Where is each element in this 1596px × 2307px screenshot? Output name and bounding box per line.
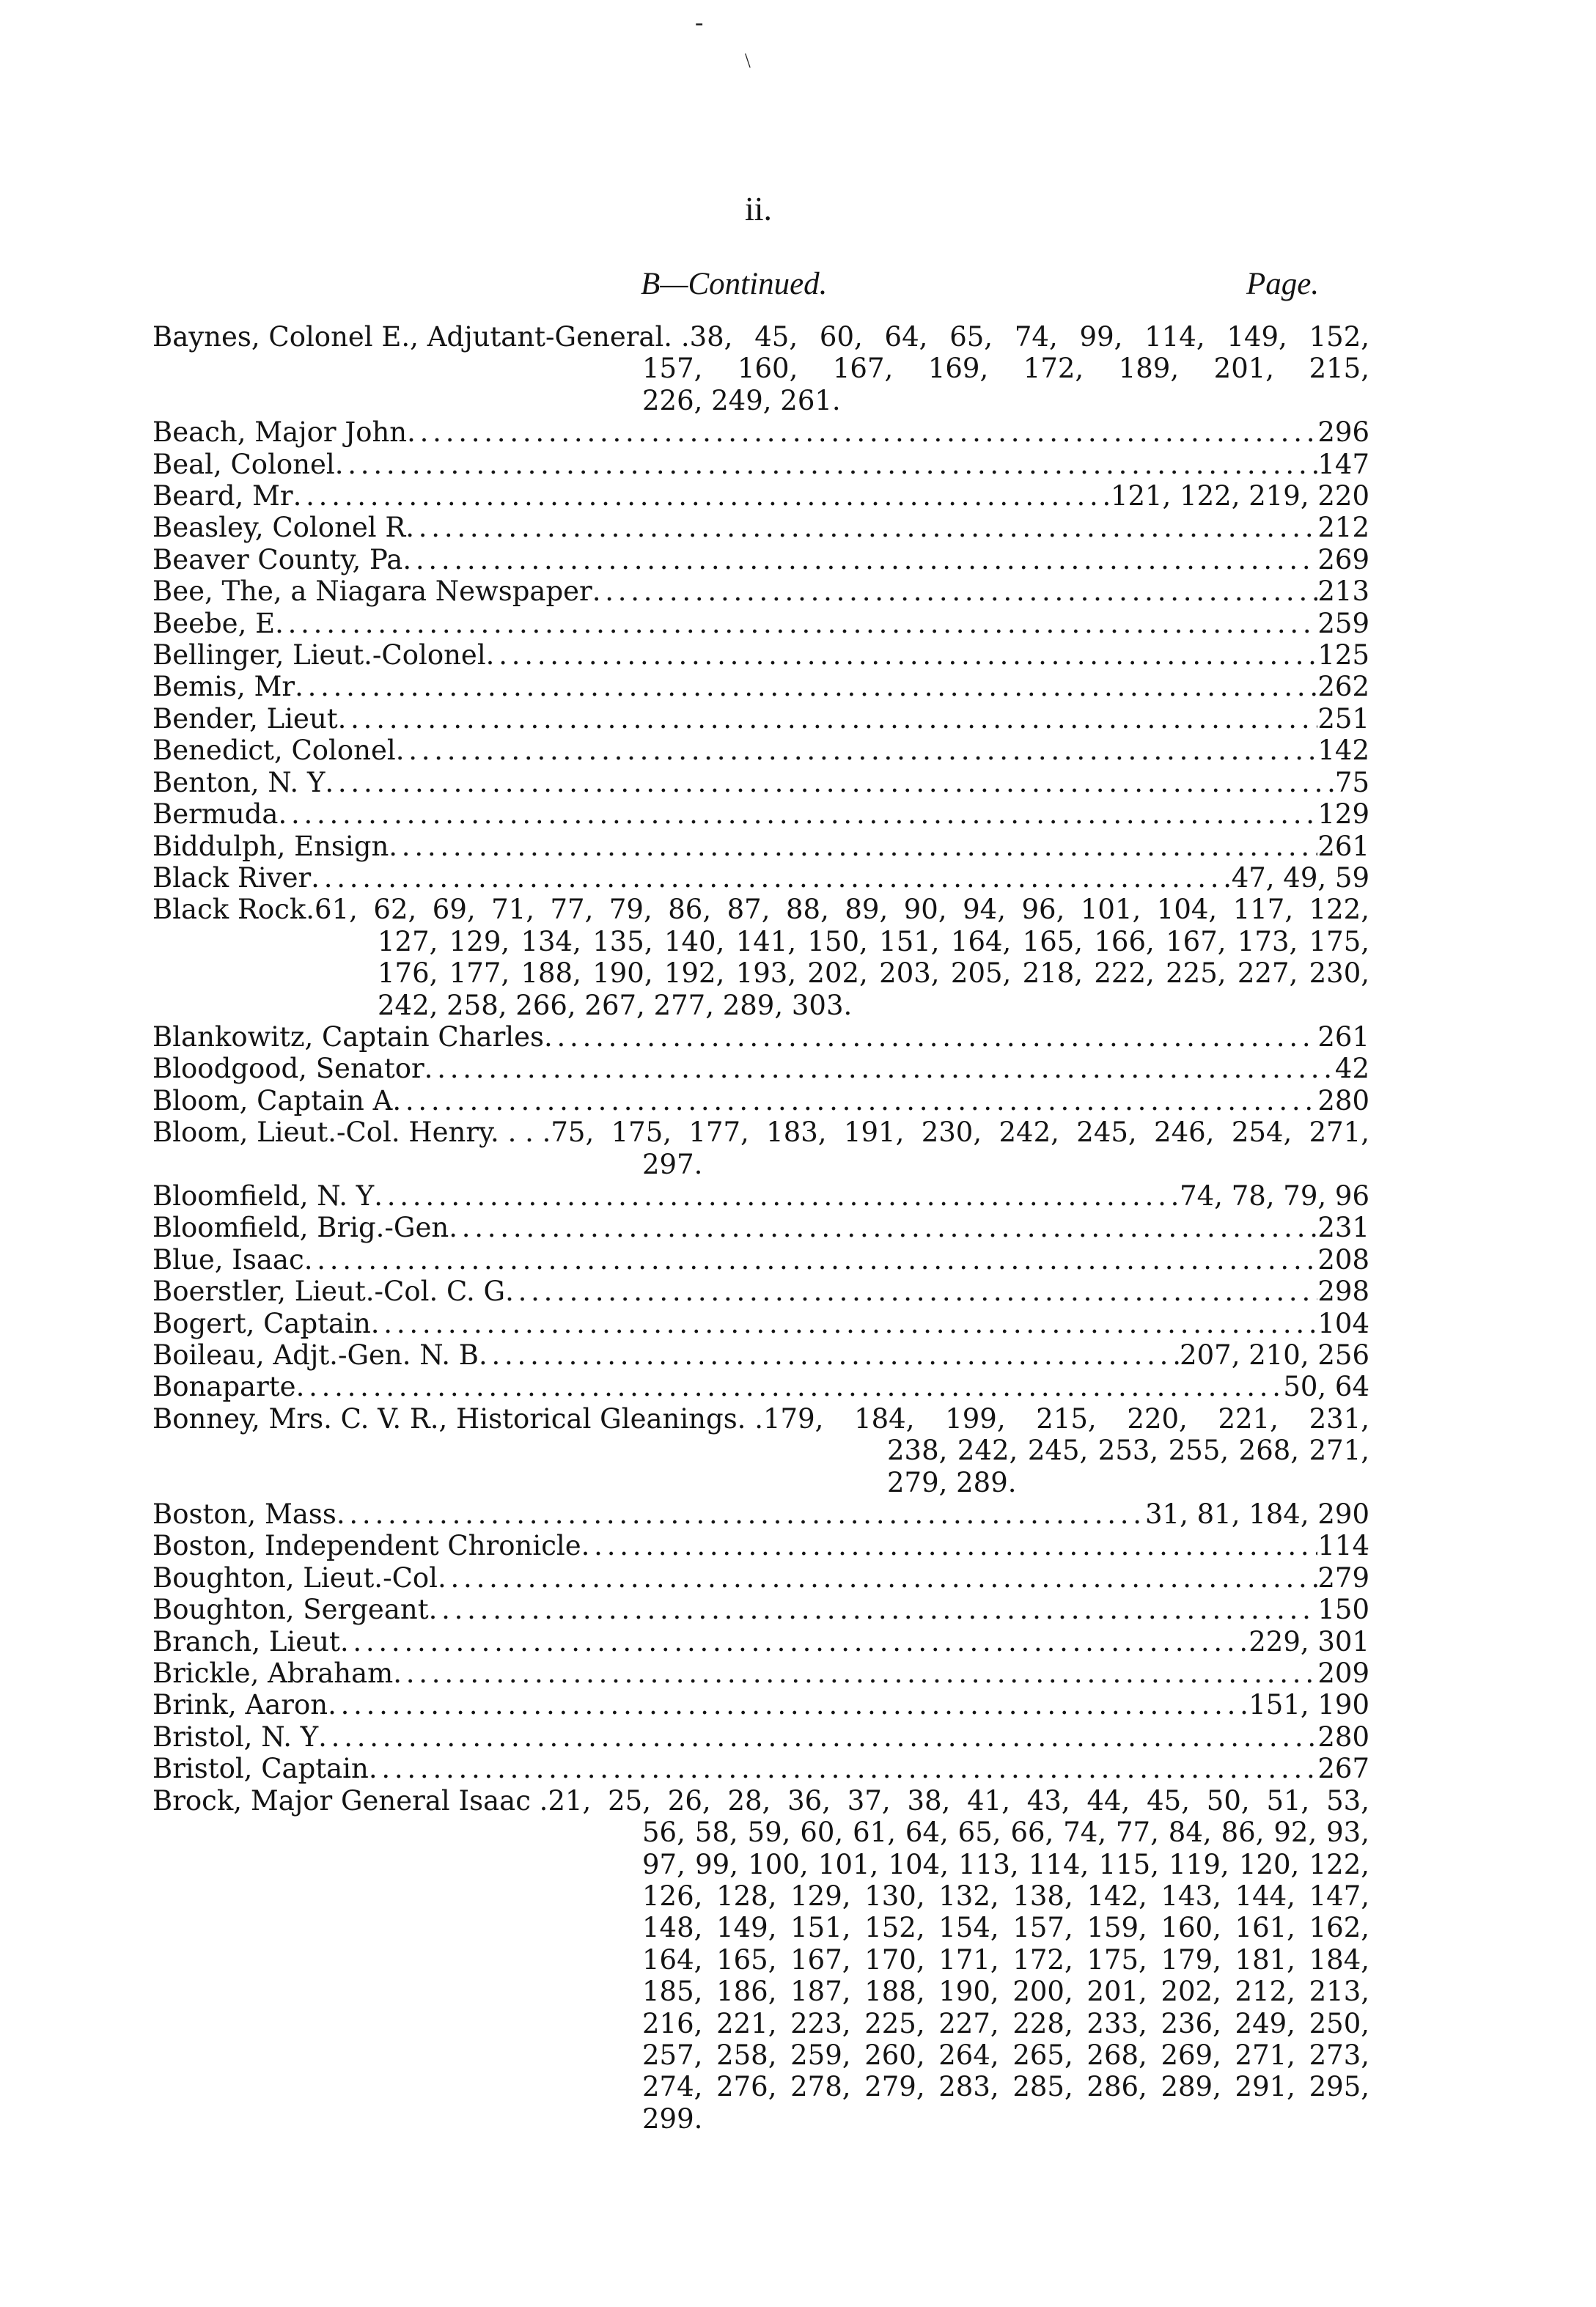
entry-name: Boston, Mass xyxy=(152,1498,337,1531)
section-header: B—Continued. xyxy=(641,267,828,301)
entry-name: Boileau, Adjt.-Gen. N. B xyxy=(152,1339,479,1371)
entry-name: Brink, Aaron xyxy=(152,1689,328,1721)
entry-pages: 298 xyxy=(1317,1276,1369,1308)
index-entry xyxy=(152,544,1369,575)
dot-leader xyxy=(393,1657,1317,1689)
entry-pages: 114 xyxy=(1317,1530,1369,1562)
entry-pages-continued: 56, 58, 59, 60, 61, 64, 65, 66, 74, 77, 84, 86, 92, 93, xyxy=(642,1817,1369,1849)
entry-pages-continued: 216, 221, 223, 225, 227, 228, 233, 236, 249, 250, xyxy=(642,2007,1369,2039)
index-entry xyxy=(152,831,1369,862)
entry-pages: 74, 78, 79, 96 xyxy=(1180,1180,1369,1212)
entry-name: Brock, Major General Isaac . xyxy=(152,1784,548,1817)
dot-leader xyxy=(296,1371,1284,1402)
index-entry xyxy=(152,1339,1369,1371)
index-entry-row xyxy=(152,1276,1369,1307)
index-entry xyxy=(152,1689,1369,1721)
index-entry-row xyxy=(152,1594,1369,1625)
dot-leader xyxy=(369,1753,1318,1784)
entry-pages: 231 xyxy=(1317,1212,1369,1244)
entry-pages: 150 xyxy=(1317,1594,1369,1626)
index-entry xyxy=(152,1530,1369,1561)
entry-pages: 125 xyxy=(1317,639,1369,672)
dot-leader xyxy=(371,1308,1318,1339)
entry-name: Black River xyxy=(152,861,312,894)
entry-name: Bloom, Captain A xyxy=(152,1084,393,1116)
entry-pages: 38, 45, 60, 64, 65, 74, 99, 114, 149, 152, xyxy=(689,321,1369,353)
entry-pages-continued: 299. xyxy=(642,2102,703,2135)
entry-name: Beebe, E xyxy=(152,607,276,639)
entry-pages: 296 xyxy=(1317,416,1369,449)
scan-mark: \ xyxy=(745,50,751,73)
dot-leader xyxy=(325,767,1335,798)
index-entry-row xyxy=(152,449,1369,480)
entry-pages-continued: 242, 258, 266, 267, 277, 289, 303. xyxy=(378,989,853,1021)
index-entry-row xyxy=(152,1403,1369,1435)
entry-pages-continued: 274, 276, 278, 279, 283, 285, 286, 289, 291, 295, xyxy=(642,2071,1369,2103)
index-entry-row xyxy=(152,735,1369,766)
index-entry-row xyxy=(152,1339,1369,1371)
entry-name: Bonney, Mrs. C. V. R., Historical Gleanings. . xyxy=(152,1402,763,1435)
entry-name: Bloodgood, Senator xyxy=(152,1053,424,1085)
dot-leader xyxy=(328,1689,1249,1721)
entry-pages: 261 xyxy=(1317,1020,1369,1053)
entry-name: Black Rock. xyxy=(152,894,315,926)
entry-pages: 208 xyxy=(1317,1243,1369,1276)
index-entry-row xyxy=(152,1657,1369,1689)
index-entry-row xyxy=(152,544,1369,575)
entry-pages: 213 xyxy=(1317,575,1369,608)
page-number: ii. xyxy=(745,190,773,227)
index-entry-row xyxy=(152,671,1369,702)
entry-name: Beard, Mr xyxy=(152,480,293,512)
index-entry xyxy=(152,1021,1369,1053)
index-entry xyxy=(152,1308,1369,1339)
entry-pages-continued: 97, 99, 100, 101, 104, 113, 114, 115, 119, 120, 122, xyxy=(642,1848,1369,1880)
dot-leader xyxy=(407,416,1317,448)
index-entry xyxy=(152,703,1369,735)
entry-name: Blankowitz, Captain Charles xyxy=(152,1020,545,1053)
index-entry-row xyxy=(152,1689,1369,1721)
dot-leader xyxy=(486,639,1318,671)
dot-leader xyxy=(337,1498,1145,1530)
entry-name: Benton, N. Y xyxy=(152,766,326,798)
index-entry-row xyxy=(152,1085,1369,1116)
index-entry xyxy=(152,449,1369,480)
entry-pages-continued: 157, 160, 167, 169, 172, 189, 201, 215, xyxy=(642,353,1369,385)
entry-pages: 47, 49, 59 xyxy=(1231,861,1369,894)
dot-leader xyxy=(449,1212,1317,1243)
entry-pages-continued: 257, 258, 259, 260, 264, 265, 268, 269, 271, 273, xyxy=(642,2039,1369,2071)
entry-pages-continued: 127, 129, 134, 135, 140, 141, 150, 151, 164, 165, 166, 167, 173, 175, xyxy=(378,925,1369,957)
index-entry xyxy=(152,1180,1369,1212)
index-entry-row xyxy=(152,1308,1369,1339)
entry-name: Beaver County, Pa xyxy=(152,543,403,575)
entry-pages-continued: 164, 165, 167, 170, 171, 172, 175, 179, 181, 184, xyxy=(642,1943,1369,1976)
index-entry xyxy=(152,1562,1369,1594)
index-entry xyxy=(152,512,1369,543)
index-entry xyxy=(152,1498,1369,1530)
index-entry-row xyxy=(152,1498,1369,1530)
entry-pages-continued: 148, 149, 151, 152, 154, 157, 159, 160, 161, 162, xyxy=(642,1912,1369,1944)
entry-name: Bristol, N. Y xyxy=(152,1721,319,1753)
index-entry xyxy=(152,1371,1369,1402)
entry-pages-continued: 226, 249, 261. xyxy=(642,384,841,416)
index-entry-row xyxy=(152,1021,1369,1053)
index-entry xyxy=(152,1053,1369,1084)
entry-name: Beal, Colonel xyxy=(152,448,335,480)
entry-pages: 262 xyxy=(1317,671,1369,703)
index-entry-row xyxy=(152,512,1369,543)
page-column-header: Page. xyxy=(1246,267,1320,301)
index-entry-row xyxy=(152,1753,1369,1784)
entry-name: Bloomfield, Brig.-Gen xyxy=(152,1212,449,1244)
index-entry xyxy=(152,1244,1369,1276)
index-entries xyxy=(152,321,1369,2135)
index-entry-row xyxy=(152,416,1369,448)
entry-pages: 207, 210, 256 xyxy=(1180,1339,1369,1371)
index-entry xyxy=(152,639,1369,671)
entry-pages: 42 xyxy=(1334,1053,1369,1085)
entry-name: Bemis, Mr xyxy=(152,671,295,703)
index-entry-row xyxy=(152,1180,1369,1212)
index-entry xyxy=(152,894,1369,1021)
index-entry xyxy=(152,671,1369,702)
index-entry xyxy=(152,862,1369,894)
entry-pages-continued: 238, 242, 245, 253, 255, 268, 271, xyxy=(887,1435,1369,1467)
scan-mark: - xyxy=(695,9,704,36)
index-entry xyxy=(152,1594,1369,1625)
index-entry-row xyxy=(152,1626,1369,1657)
index-entry-row xyxy=(152,1562,1369,1594)
dot-leader xyxy=(438,1562,1317,1594)
entry-pages: 209 xyxy=(1317,1657,1369,1690)
index-entry-row xyxy=(152,767,1369,798)
entry-pages: 75 xyxy=(1334,766,1369,798)
entry-name: Baynes, Colonel E., Adjutant-General. . xyxy=(152,321,690,353)
dot-leader xyxy=(389,831,1317,862)
entry-name: Boston, Independent Chronicle xyxy=(152,1530,581,1562)
entry-pages-continued: 126, 128, 129, 130, 132, 138, 142, 143, 144, 147, xyxy=(642,1880,1369,1912)
entry-name: Boughton, Lieut.-Col xyxy=(152,1561,438,1594)
index-entry xyxy=(152,1657,1369,1689)
entry-pages: 31, 81, 184, 290 xyxy=(1145,1498,1369,1531)
dot-leader xyxy=(293,480,1111,512)
index-entry-row xyxy=(152,862,1369,894)
dot-leader xyxy=(429,1594,1318,1625)
entry-name: Bee, The, a Niagara Newspaper xyxy=(152,575,592,608)
dot-leader xyxy=(338,703,1318,735)
index-entry-row xyxy=(152,480,1369,512)
entry-pages: 151, 190 xyxy=(1249,1689,1369,1721)
index-entry-row xyxy=(152,894,1369,925)
index-entry-row xyxy=(152,831,1369,862)
index-entry-row xyxy=(152,321,1369,353)
dot-leader xyxy=(311,862,1232,894)
index-entry xyxy=(152,416,1369,448)
entry-pages: 61, 62, 69, 71, 77, 79, 86, 87, 88, 89, 90, 94, 96, 101, 104, 117, 122, xyxy=(315,894,1369,926)
dot-leader xyxy=(396,735,1318,766)
index-entry xyxy=(152,1276,1369,1307)
index-entry xyxy=(152,767,1369,798)
dot-leader xyxy=(505,1276,1317,1307)
entry-pages: 280 xyxy=(1317,1721,1369,1753)
entry-pages-continued: 279, 289. xyxy=(887,1466,1017,1498)
dot-leader xyxy=(402,544,1317,575)
index-entry-row xyxy=(152,1721,1369,1753)
index-entry-row xyxy=(152,639,1369,671)
entry-pages: 280 xyxy=(1317,1084,1369,1116)
index-entry xyxy=(152,1626,1369,1657)
dot-leader xyxy=(295,671,1317,702)
entry-pages: 21, 25, 26, 28, 36, 37, 38, 41, 43, 44, 45, 50, 51, 53, xyxy=(548,1784,1369,1817)
entry-name: Bristol, Captain xyxy=(152,1753,369,1785)
dot-leader xyxy=(278,798,1317,830)
entry-name: Beasley, Colonel R xyxy=(152,512,406,544)
entry-name: Bogert, Captain xyxy=(152,1307,371,1339)
dot-leader xyxy=(275,608,1317,639)
index-entry-row xyxy=(152,608,1369,639)
entry-pages: 259 xyxy=(1317,607,1369,639)
dot-leader xyxy=(392,1085,1317,1116)
dot-leader xyxy=(479,1339,1180,1371)
entry-pages: 179, 184, 199, 215, 220, 221, 231, xyxy=(762,1402,1369,1435)
entry-pages: 229, 301 xyxy=(1249,1625,1369,1657)
entry-name: Bermuda xyxy=(152,798,279,831)
entry-pages: 269 xyxy=(1317,543,1369,575)
entry-name: Bonaparte xyxy=(152,1371,296,1403)
entry-name: Biddulph, Ensign xyxy=(152,830,389,862)
dot-leader xyxy=(335,449,1318,480)
index-entry xyxy=(152,1721,1369,1753)
index-entry xyxy=(152,480,1369,512)
entry-pages: 75, 175, 177, 183, 191, 230, 242, 245, 246, 254, 271, xyxy=(551,1116,1369,1149)
entry-name: Benedict, Colonel xyxy=(152,735,396,767)
index-entry xyxy=(152,1116,1369,1180)
entry-pages: 50, 64 xyxy=(1283,1371,1369,1403)
index-entry-row xyxy=(152,1785,1369,1817)
index-entry-row xyxy=(152,1244,1369,1276)
dot-leader xyxy=(374,1180,1180,1212)
entry-name: Branch, Lieut xyxy=(152,1625,340,1657)
index-entry-row xyxy=(152,1116,1369,1148)
entry-pages: 104 xyxy=(1317,1307,1369,1339)
index-entry-row xyxy=(152,1212,1369,1243)
entry-pages: 267 xyxy=(1317,1753,1369,1785)
index-entry xyxy=(152,798,1369,830)
index-entry xyxy=(152,735,1369,766)
entry-pages: 212 xyxy=(1317,512,1369,544)
dot-leader xyxy=(318,1721,1317,1753)
index-entry xyxy=(152,608,1369,639)
entry-name: Boerstler, Lieut.-Col. C. G xyxy=(152,1276,506,1308)
index-entry-row xyxy=(152,1053,1369,1084)
dot-leader xyxy=(340,1626,1249,1657)
dot-leader xyxy=(304,1244,1318,1276)
entry-name: Bloomfield, N. Y xyxy=(152,1180,375,1212)
dot-leader xyxy=(405,512,1317,543)
dot-leader xyxy=(581,1530,1318,1561)
entry-pages: 142 xyxy=(1317,735,1369,767)
index-entry xyxy=(152,1403,1369,1498)
index-entry xyxy=(152,575,1369,607)
entry-pages: 251 xyxy=(1317,702,1369,735)
entry-name: Blue, Isaac xyxy=(152,1243,304,1276)
entry-pages: 147 xyxy=(1317,448,1369,480)
entry-name: Beach, Major John xyxy=(152,416,408,449)
index-entry xyxy=(152,1085,1369,1116)
entry-pages: 121, 122, 219, 220 xyxy=(1110,480,1369,512)
entry-pages-continued: 297. xyxy=(642,1148,703,1180)
entry-name: Brickle, Abraham xyxy=(152,1657,394,1690)
entry-pages: 129 xyxy=(1317,798,1369,831)
entry-name: Bellinger, Lieut.-Colonel xyxy=(152,639,486,672)
index-entry-row xyxy=(152,1371,1369,1402)
index-entry-row xyxy=(152,1530,1369,1561)
entry-name: Bender, Lieut xyxy=(152,702,338,735)
entry-pages-continued: 185, 186, 187, 188, 190, 200, 201, 202, 212, 213, xyxy=(642,1976,1369,2008)
index-entry xyxy=(152,1753,1369,1784)
entry-pages-continued: 176, 177, 188, 190, 192, 193, 202, 203, 205, 218, 222, 225, 227, 230, xyxy=(378,957,1369,990)
index-entry-row xyxy=(152,703,1369,735)
entry-name: Boughton, Sergeant xyxy=(152,1594,429,1626)
dot-leader xyxy=(424,1053,1335,1084)
index-entry xyxy=(152,1212,1369,1243)
index-entry-row xyxy=(152,575,1369,607)
entry-name: Bloom, Lieut.-Col. Henry. . . . xyxy=(152,1116,551,1149)
index-entry-row xyxy=(152,798,1369,830)
index-entry xyxy=(152,1785,1369,2135)
dot-leader xyxy=(544,1021,1317,1053)
index-entry xyxy=(152,321,1369,416)
dot-leader xyxy=(592,575,1318,607)
entry-pages: 279 xyxy=(1317,1561,1369,1594)
entry-pages: 261 xyxy=(1317,830,1369,862)
